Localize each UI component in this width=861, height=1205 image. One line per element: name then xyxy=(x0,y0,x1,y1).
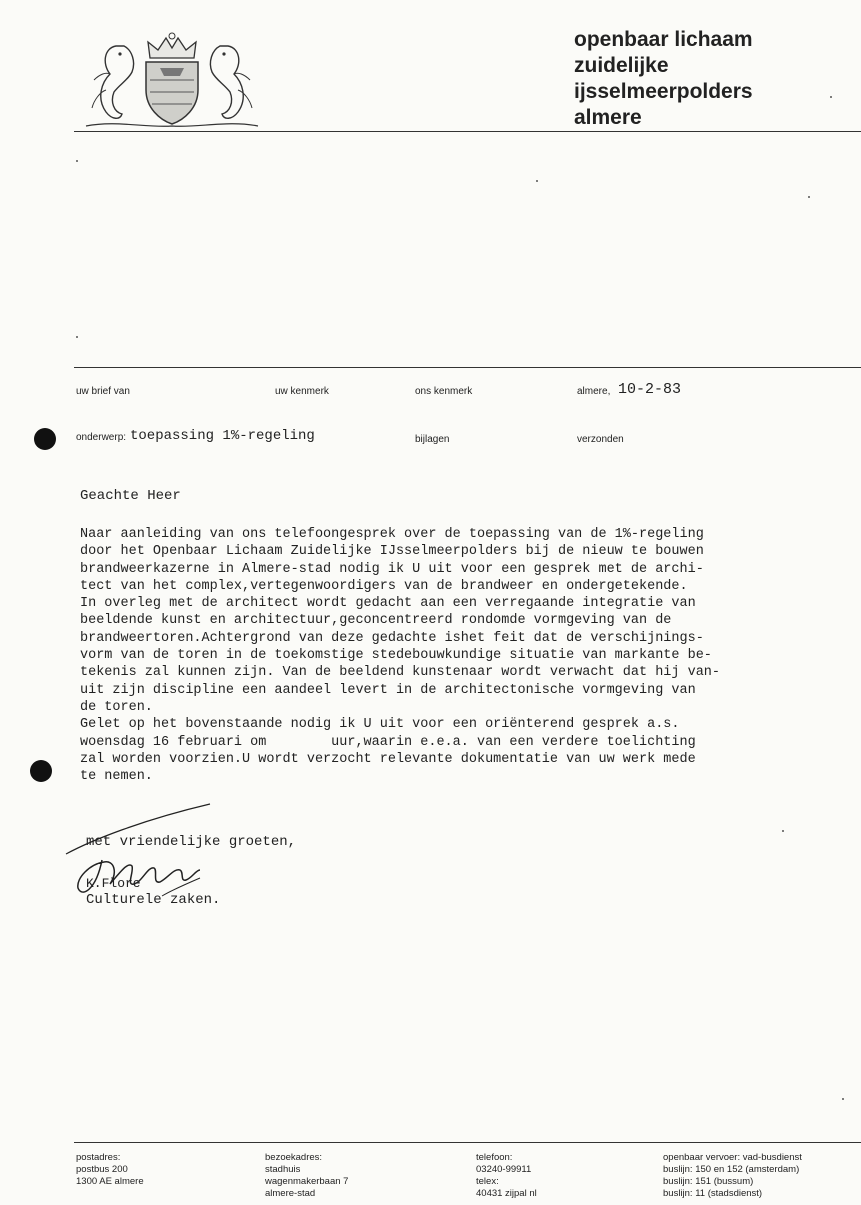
org-line: openbaar lichaam xyxy=(574,28,753,51)
body-line: de toren. xyxy=(80,699,153,715)
footer-line: telefoon: xyxy=(476,1152,513,1163)
letter-date: 10-2-83 xyxy=(618,381,682,398)
body-line: Gelet op het bovenstaande nodig ik U uit voor een oriënterend gesprek a.s. xyxy=(80,717,680,733)
org-line: almere xyxy=(574,106,642,129)
punch-hole xyxy=(30,760,52,782)
body-line: tekenis zal kunnen zijn. Van de beeldend kunstenaar wordt verwacht dat hij van- xyxy=(80,665,721,681)
body-line: door het Openbaar Lichaam Zuidelijke IJsselmeerpolders bij de nieuw te bouwen xyxy=(80,544,704,560)
body-line: brandweerkazerne in Almere-stad nodig ik U uit voor een gesprek met de archi- xyxy=(80,561,704,577)
uw-brief-van-label: uw brief van xyxy=(76,386,130,397)
speck xyxy=(782,830,784,832)
footer-line: 1300 AE almere xyxy=(76,1176,144,1187)
footer-line: buslijn: 11 (stadsdienst) xyxy=(663,1188,763,1199)
body-line: uit zijn discipline een aandeel levert in de architectonische vormgeving van xyxy=(80,682,696,698)
body-line: Naar aanleiding van ons telefoongesprek over de toepassing van de 1%-regeling xyxy=(80,527,704,542)
ons-kenmerk-label: ons kenmerk xyxy=(415,386,473,397)
body-line: brandweertoren.Achtergrond van deze gedachte ishet feit dat de verschijnings- xyxy=(80,630,704,646)
footer-line: buslijn: 150 en 152 (amsterdam) xyxy=(663,1164,800,1175)
footer-vervoer xyxy=(663,1152,802,1200)
uw-kenmerk-label: uw kenmerk xyxy=(275,386,329,397)
department: Culturele zaken. xyxy=(86,892,221,908)
footer-line: wagenmakerbaan 7 xyxy=(265,1176,349,1187)
letterhead-rule xyxy=(74,131,861,132)
body-line: woensdag 16 februari om uur,waarin e.e.a. van een verdere toelichting xyxy=(80,734,696,750)
footer-rule xyxy=(74,1142,861,1143)
signature xyxy=(62,800,232,910)
onderwerp-label: onderwerp: xyxy=(76,432,127,443)
org-line: ijsselmeerpolders xyxy=(574,80,753,103)
coat-of-arms-icon xyxy=(76,28,268,134)
footer-line: 03240-99911 xyxy=(476,1164,532,1175)
verzonden-label: verzonden xyxy=(577,434,624,445)
footer-line: postbus 200 xyxy=(76,1164,128,1175)
speck xyxy=(76,336,78,338)
footer-postadres xyxy=(76,1152,144,1188)
footer-telefoon xyxy=(476,1152,537,1200)
reference-rule xyxy=(74,367,861,368)
speck xyxy=(536,180,538,182)
footer-line: bezoekadres: xyxy=(265,1152,323,1163)
footer-line: telex: xyxy=(476,1176,499,1187)
salutation: Geachte Heer xyxy=(80,488,181,504)
closing: met vriendelijke groeten, xyxy=(86,834,297,850)
speck xyxy=(830,96,832,98)
signer-name: K.Flore xyxy=(86,876,141,891)
letter-body xyxy=(80,526,720,785)
speck xyxy=(842,1098,844,1100)
footer-line: buslijn: 151 (bussum) xyxy=(663,1176,754,1187)
body-line: beeldende kunst en architectuur,geconcentreerd rondomde vormgeving van de xyxy=(80,613,672,629)
org-line: zuidelijke xyxy=(574,54,669,77)
body-line: tect van het complex,vertegenwoordigers van de brandweer en ondergetekende. xyxy=(80,578,688,594)
place-label: almere, xyxy=(577,386,611,397)
speck xyxy=(808,196,810,198)
onderwerp-value: toepassing 1%-regeling xyxy=(130,428,315,444)
body-line: te nemen. xyxy=(80,769,153,785)
speck xyxy=(76,160,78,162)
bijlagen-label: bijlagen xyxy=(415,434,450,445)
body-line: In overleg met de architect wordt gedacht aan een verregaande integratie van xyxy=(80,596,696,612)
footer-line: almere-stad xyxy=(265,1188,316,1199)
footer-bezoekadres xyxy=(265,1152,348,1200)
punch-hole xyxy=(34,428,56,450)
footer-line: stadhuis xyxy=(265,1164,301,1175)
body-line: vorm van de toren in de toekomstige stedebouwkundige situatie van markante be- xyxy=(80,648,712,664)
body-line: zal worden voorzien.U wordt verzocht relevante dokumentatie van uw werk mede xyxy=(80,751,696,767)
footer-line: openbaar vervoer: vad-busdienst xyxy=(663,1152,802,1163)
organisation-name xyxy=(574,27,753,131)
footer-line: postadres: xyxy=(76,1152,121,1163)
footer-line: 40431 zijpal nl xyxy=(476,1188,537,1199)
